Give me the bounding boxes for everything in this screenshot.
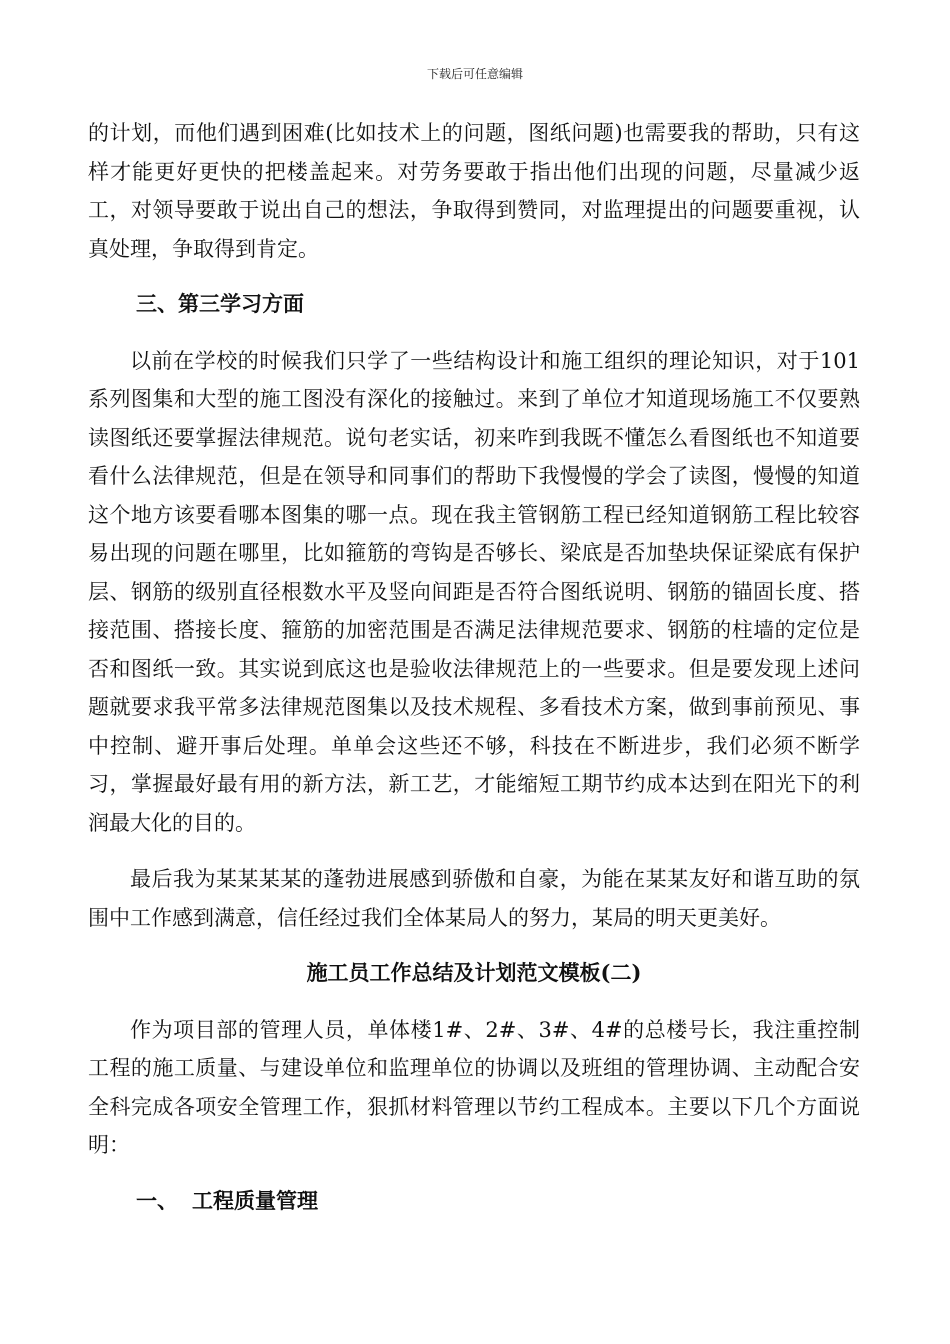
page-header-note: 下载后可任意编辑 xyxy=(426,67,523,81)
paragraph-closing: 最后我为某某某某的蓬勃进展感到骄傲和自豪，为能在某某友好和谐互助的氛围中工作感到满意，信任经过我们全体某局人的努力，某局的明天更美好。 xyxy=(88,867,860,930)
section-number: 一、 xyxy=(136,1187,178,1213)
paragraph-intro-part-two: 作为项目部的管理人员，单体楼1#、2#、3#、4#的总楼号长，我注重控制工程的施工质量、与建设单位和监理单位的协调以及班组的管理协调、主动配合安全科完成各项安全管理工作，狠抓材料管理以节约工程成本。主要以下几个方面说明： xyxy=(88,1017,860,1157)
section-heading-text: 工程质量管理 xyxy=(192,1187,318,1213)
section-heading-quality xyxy=(88,1182,860,1221)
section-heading-learning: 三、第三学习方面 xyxy=(136,291,304,316)
document-title-part-two: 施工员工作总结及计划范文模板(二) xyxy=(306,960,642,985)
document-body xyxy=(88,114,860,1220)
paragraph-planning-help: 的计划，而他们遇到困难(比如技术上的问题，图纸问题)也需要我的帮助，只有这样才能更好更快的把楼盖起来。对劳务要敢于指出他们出现的问题，尽量减少返工，对领导要敢于说出自己的想法，争取得到赞同，对监理提出的问题要重视，认真处理，争取得到肯定。 xyxy=(88,121,860,261)
paragraph-learning: 以前在学校的时候我们只学了一些结构设计和施工组织的理论知识，对于101系列图集和大型的施工图没有深化的接触过。来到了单位才知道现场施工不仅要熟读图纸还要掌握法律规范。说句老实话，初来咋到我既不懂怎么看图纸也不知道要看什么法律规范，但是在领导和同事们的帮助下我慢慢的学会了读图，慢慢的知道这个地方该要看哪本图集的哪一点。现在我主管钢筋工程已经知道钢筋工程比较容易出现的问题在哪里，比如箍筋的弯钩是否够长、梁底是否加垫块保证梁底有保护层、钢筋的级别直径根数水平及竖向间距是否符合图纸说明、钢筋的锚固长度、搭接范围、搭接长度、箍筋的加密范围是否满足法律规范要求、钢筋的柱墙的定位是否和图纸一致。其实说到底这也是验收法律规范上的一些要求。但是要发现上述问题就要求我平常多法律规范图集以及技术规程、多看技术方案，做到事前预见、事中控制、避开事后处理。单单会这些还不够，科技在不断进步，我们必须不断学习，掌握最好最有用的新方法，新工艺，才能缩短工期节约成本达到在阳光下的利润最大化的目的。 xyxy=(88,348,860,835)
